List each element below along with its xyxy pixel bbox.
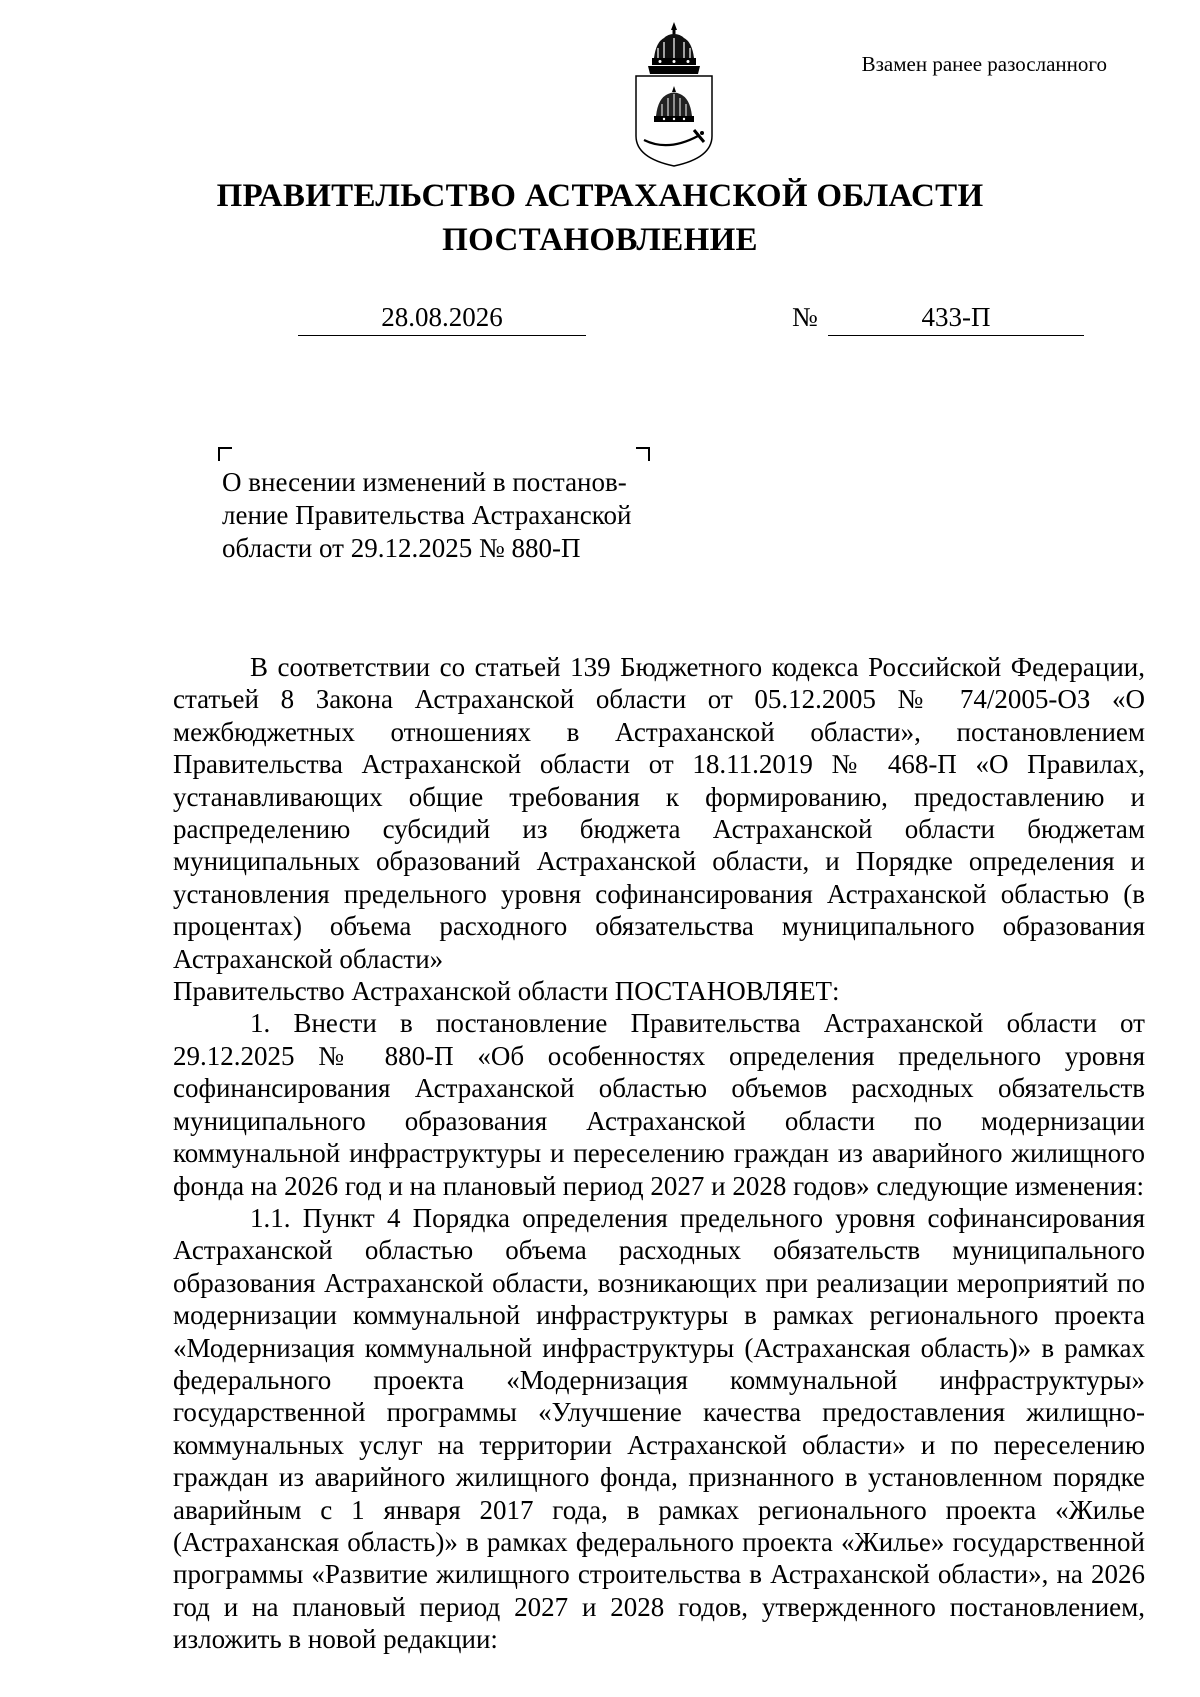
item-1-1-paragraph: 1.1. Пункт 4 Порядка определения предельного уровня софинансирования Астраханской областью объема расходных обязательств муниципального образования Астраханской области, возникающих при реализации мероприятий по модернизации коммунальной инфраструктуры в рамках регионального проекта «Модернизация коммунальной инфраструктуры (Астраханская область)» в рамках федерального проекта «Модернизация коммунальной инфраструктуры» государственной программы «Улучшение качества предоставления жилищно-коммунальных услуг на территории Астраханской области» и по переселению граждан из аварийного жилищного фонда, признанного в установленном порядке аварийным с 1 января 2017 года, в рамках регионального проекта «Жилье (Астраханская область)» в рамках федерального проекта «Жилье» государственной программы «Развитие жилищного строительства в Астраханской области», на 2026 год и на плановый период 2027 и 2028 годов, утвержденного постановлением, изложить в новой редакции: [173,1202,1145,1655]
subject-corner-right [636,447,650,461]
document-subject: О внесении изменений в постанов-ление Правительства Астраханской области от 29.12.2025 № 880-П [222,467,632,563]
item-1-paragraph: 1. Внести в постановление Правительства Астраханской области от 29.12.2025 № 880-П «Об особенностях определения предельного уровня софинансирования Астраханской областью объемов расходных обязательств муниципального образования Астраханской области по модернизации коммунальной инфраструктуры и переселению граждан из аварийного жилищного фонда на 2026 год и на плановый период 2027 и 2028 годов» следующие изменения: [173,1008,1145,1201]
number-sign: № [792,302,818,332]
document-body [173,651,1145,1656]
resolves-paragraph: Правительство Астраханской области ПОСТАНОВЛЯЕТ: [173,976,840,1007]
coat-of-arms-icon [628,18,720,168]
document-date: 28.08.2026 [298,302,586,336]
subject-corner-left [218,447,232,461]
preamble-paragraph: В соответствии со статьей 139 Бюджетного кодекса Российской Федерации, статьей 8 Закона Астраханской области от 05.12.2005 № 74/2005-ОЗ «О межбюджетных отношениях в Астраханской области», постановлением Правительства Астраханской области от 18.11.2019 № 468-П «О Правилах, устанавливающих общие требования к формированию, предоставлению и распределению субсидий из бюджета Астраханской области бюджетам муниципальных образований Астраханской области, и Порядке определения и установления предельного уровня софинансирования Астраханской областью (в процентах) объема расходного обязательства муниципального образования Астраханской области» [173,652,1145,974]
government-name: ПРАВИТЕЛЬСТВО АСТРАХАНСКОЙ ОБЛАСТИ [216,178,984,214]
replace-note: Взамен ранее разосланного [861,52,1107,76]
document-number: 433-П [828,302,1084,336]
document-type: ПОСТАНОВЛЕНИЕ [442,222,758,258]
